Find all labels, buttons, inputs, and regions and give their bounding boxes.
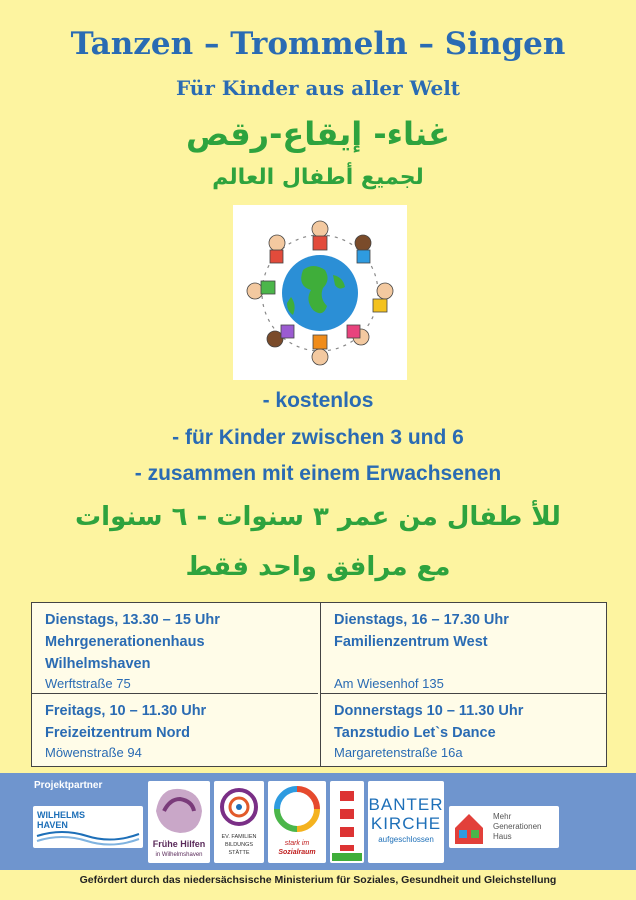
mgh-line1: Mehr <box>493 812 512 821</box>
children-around-globe-illustration <box>233 205 407 380</box>
schedule-address: Am Wiesenhof 135 <box>334 676 444 691</box>
fbs-line3: STÄTTE <box>228 850 250 856</box>
fruehe-hilfen-name: Frühe Hilfen <box>152 839 206 849</box>
schedule-cell <box>32 603 318 693</box>
arabic-title: غناء- إيقاع-رقص <box>186 115 450 153</box>
bullet-kostenlos: - kostenlos <box>262 389 374 412</box>
schedule-cell <box>320 603 606 693</box>
schedule-time: Donnerstags 10 – 11.30 Uhr <box>334 703 524 719</box>
banter-line3: aufgeschlossen <box>378 835 434 844</box>
arabic-subtitle: لجميع أطفال العالم <box>212 165 424 190</box>
wilhelmshaven-line1: WILHELMS <box>37 810 85 820</box>
schedule-address: Möwenstraße 94 <box>45 745 142 760</box>
schedule-place: Mehrgenerationenhaus <box>45 634 205 650</box>
schedule-cell <box>32 693 318 766</box>
sozialraum-line2: Sozialraum <box>278 849 316 856</box>
stark-im-sozialraum-logo <box>268 781 326 863</box>
schedule-cell <box>320 693 606 766</box>
arabic-age-info: للأ طفال من عمر ٣ سنوات - ٦ سنوات <box>75 502 561 532</box>
schedule-time: Dienstags, 13.30 – 15 Uhr <box>45 612 220 628</box>
schedule-time: Freitags, 10 – 11.30 Uhr <box>45 703 207 719</box>
sozialraum-line1: stark im <box>284 840 310 847</box>
familien-bildungsstaette-logo <box>214 781 264 863</box>
schedule-time: Dienstags, 16 – 17.30 Uhr <box>334 612 509 628</box>
mehrgenerationenhaus-logo <box>449 806 559 848</box>
fbs-line2: BILDUNGS <box>224 842 254 848</box>
partners-label: Projektpartner <box>34 780 103 791</box>
wilhelmshaven-logo <box>33 806 143 848</box>
fbs-line1: EV. FAMILIEN <box>221 834 257 840</box>
mgh-line3: Haus <box>493 832 512 841</box>
banter-kirche-logo <box>368 781 444 863</box>
banter-line1: BANTER <box>368 795 444 814</box>
bullet-with-adult: - zusammen mit einem Erwachsenen <box>134 462 502 485</box>
schedule-place: Freizeitzentrum Nord <box>45 725 191 741</box>
banter-line2: KIRCHE <box>370 814 442 833</box>
schedule-table <box>31 602 607 767</box>
schedule-address: Margaretenstraße 16a <box>334 745 463 760</box>
wilhelmshaven-line2: HAVEN <box>37 820 68 830</box>
schedule-place: Familienzentrum West <box>334 634 488 650</box>
schedule-place: Wilhelmshaven <box>45 656 151 672</box>
poster-title: Tanzen – Trommeln – Singen <box>70 26 566 62</box>
lighthouse-logo <box>330 781 364 863</box>
funding-note: Gefördert durch das niedersächsische Ministerium für Soziales, Gesundheit und Gleichstellung <box>0 870 636 900</box>
arabic-companion-info: مع مرافق واحد فقط <box>185 552 451 582</box>
fruehe-hilfen-sub: in Wilhelmshaven <box>155 852 203 858</box>
fruehe-hilfen-logo <box>148 781 210 863</box>
mgh-line2: Generationen <box>493 822 542 831</box>
bullet-age-range: - für Kinder zwischen 3 und 6 <box>172 426 464 449</box>
schedule-place: Tanzstudio Let`s Dance <box>334 725 496 741</box>
schedule-address: Werftstraße 75 <box>45 676 131 691</box>
partner-footer <box>0 773 636 900</box>
poster-subtitle: Für Kinder aus aller Welt <box>175 76 461 100</box>
